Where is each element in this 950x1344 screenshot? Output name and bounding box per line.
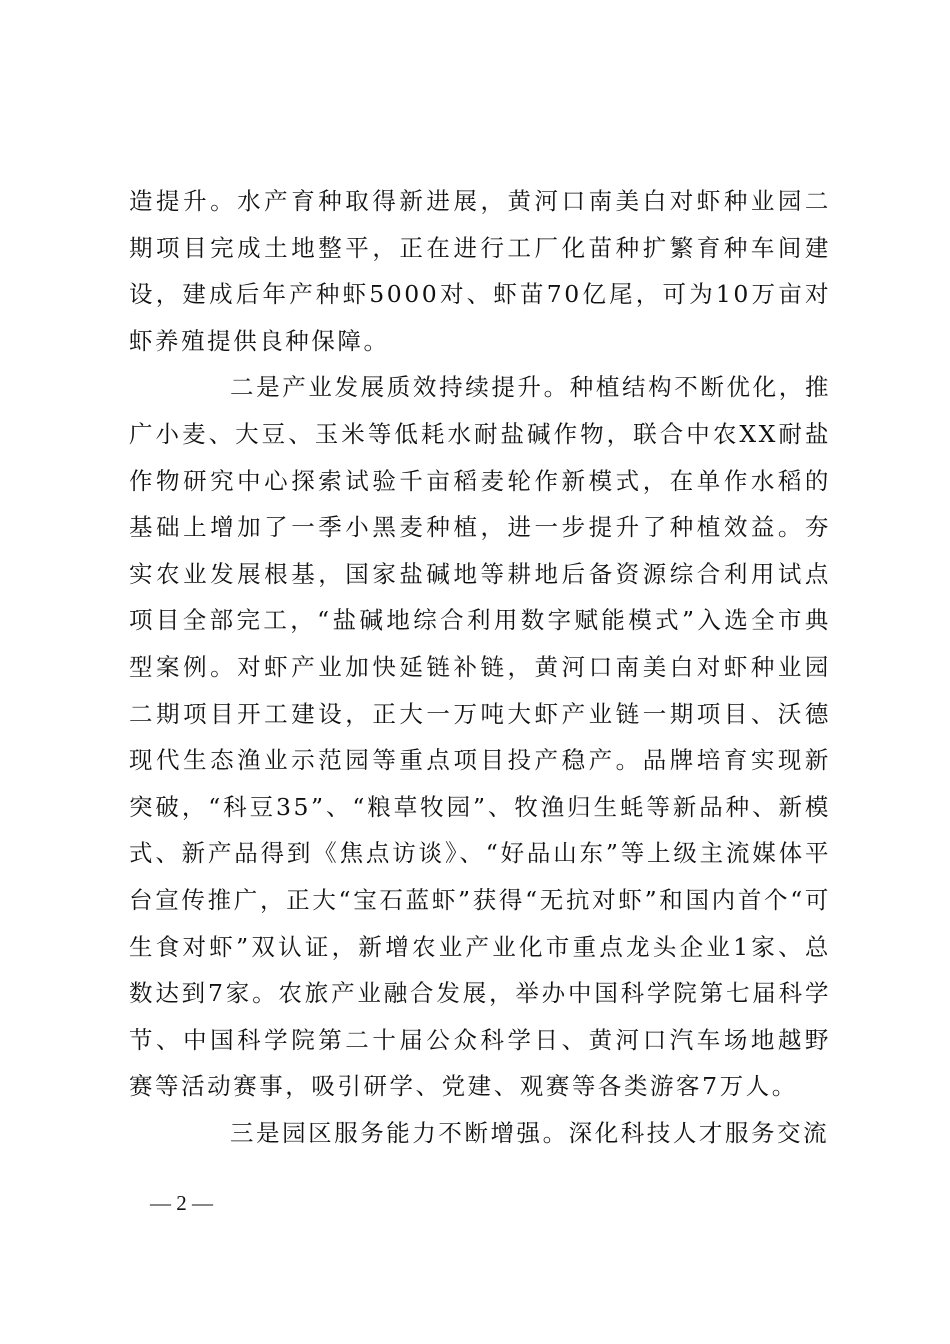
paragraph-continuation: 造提升。水产育种取得新进展，黄河口南美白对虾种业园二期项目完成土地整平，正在进行工厂化苗种扩繁育种车间建设，建成后年产种虾5000对、虾苗70亿尾，可为10万亩对虾养殖提供良种保障。	[129, 187, 831, 355]
page-number: — 2 —	[150, 1191, 213, 1215]
paragraph-point-three: 三是园区服务能力不断增强。深化科技人才服务交流	[230, 1118, 830, 1147]
paragraph-point-two: 二是产业发展质效持续提升。种植结构不断优化，推广小麦、大豆、玉米等低耗水耐盐碱作物，联合中农XX耐盐作物研究中心探索试验千亩稻麦轮作新模式，在单作水稻的基础上增加了一季小黑麦种植，进一步提升了种植效益。夯实农业发展根基，国家盐碱地等耕地后备资源综合利用试点项目全部完工，“盐碱地综合利用数字赋能模式”入选全市典型案例。对虾产业加快延链补链，黄河口南美白对虾种业园二期项目开工建设，正大一万吨大虾产业链一期项目、沃德现代生态渔业示范园等重点项目投产稳产。品牌培育实现新突破，“科豆35”、“粮草牧园”、牧渔归生蚝等新品种、新模式、新产品得到《焦点访谈》、“好品山东”等上级主流媒体平台宣传推广，正大“宝石蓝虾”获得“无抗对虾”和国内首个“可生食对虾”双认证，新增农业产业化市重点龙头企业1家、总数达到7家。农旅产业融合发展，举办中国科学院第七届科学节、中国科学院第二十届公众科学日、黄河口汽车场地越野赛等活动赛事，吸引研学、党建、观赛等各类游客7万人。	[129, 373, 831, 1101]
body-text	[129, 178, 831, 1156]
